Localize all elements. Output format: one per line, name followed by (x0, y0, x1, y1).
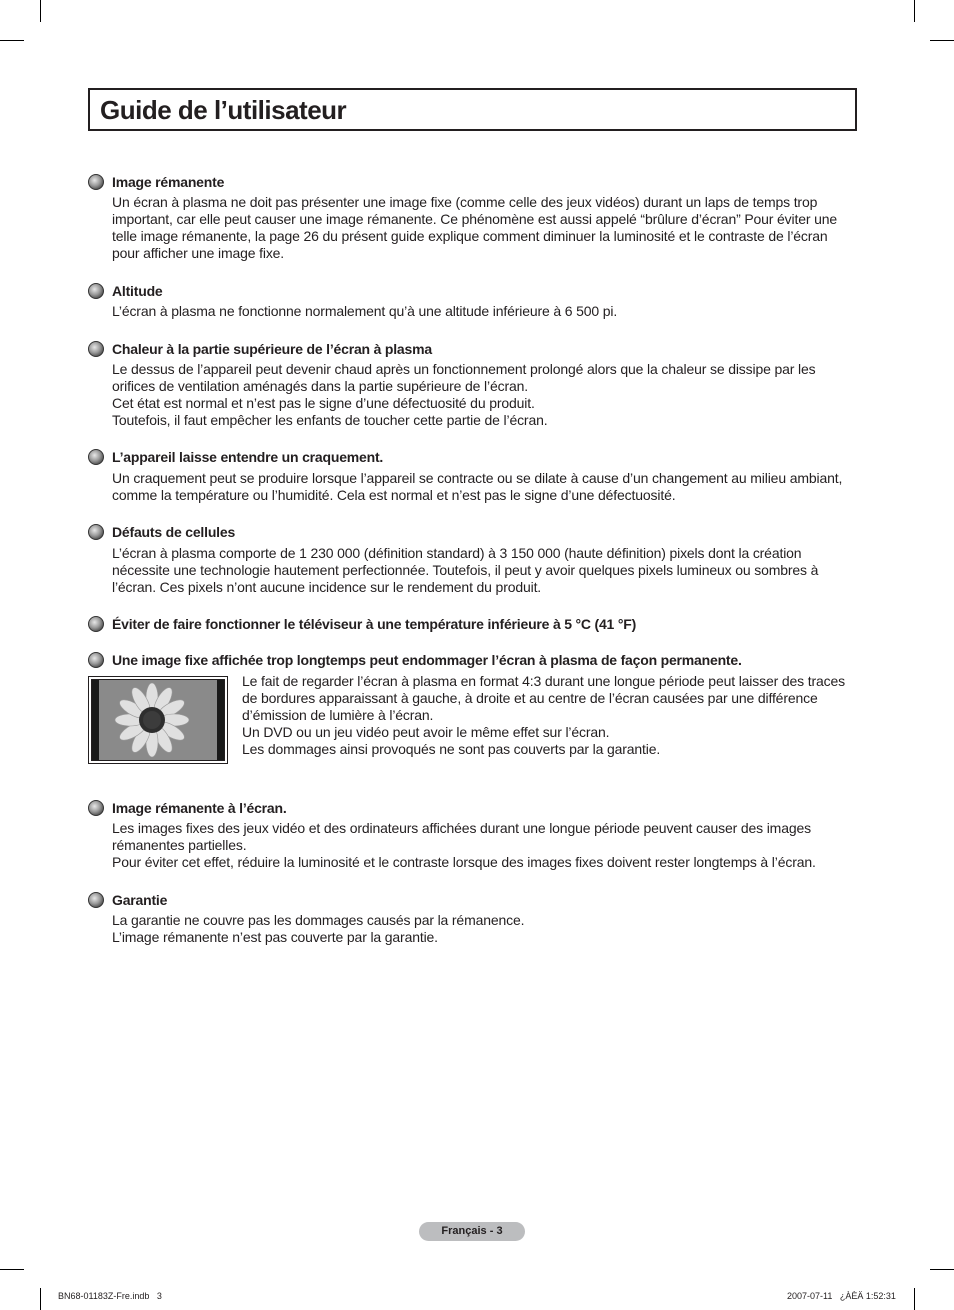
round-bullet-icon (88, 616, 104, 632)
crop-mark (40, 0, 41, 22)
print-slug-right: 2007-07-11 ¿ÀÈÄ 1:52:31 (787, 1291, 896, 1301)
section-body: Les images fixes des jeux vidéo et des ordinateurs affichées durant une longue période peuvent causer des images rémanentes partielles. Pour éviter cet effet, réduire la luminosité et le contraste lorsque des images fixes doivent rester longtemps à l’écran. (112, 820, 816, 870)
crop-mark (40, 1288, 41, 1310)
section-heading: Éviter de faire fonctionner le téléviseur à une température inférieure à 5 °C (41 °F) (112, 616, 637, 632)
section-heading: Image rémanente (112, 174, 225, 190)
round-bullet-icon (88, 449, 104, 465)
section-body: La garantie ne couvre pas les dommages causés par la rémanence. L’image rémanente n’est pas couverte par la garantie. (112, 912, 525, 945)
section-body: L’écran à plasma ne fonctionne normalement qu’à une altitude inférieure à 6 500 pi. (112, 303, 618, 319)
print-slug-left: BN68-01183Z-Fre.indb 3 (58, 1291, 162, 1301)
screen-illustration (88, 676, 228, 764)
crop-mark (0, 1269, 24, 1270)
section-heading: L’appareil laisse entendre un craquement. (112, 449, 384, 465)
round-bullet-icon (88, 283, 104, 299)
crop-mark (930, 40, 954, 41)
round-bullet-icon (88, 524, 104, 540)
crop-mark (930, 1269, 954, 1270)
section-body: Le fait de regarder l’écran à plasma en format 4:3 durant une longue période peut laisser des traces de bordures apparaissant à gauche, à droite et au centre de l’écran causées par une différence d’émission de lumière à l’écran. Un DVD ou un jeu vidéo peut avoir le même effet sur l’écran. Les dommages ainsi provoqués ne sont pas couverts par la garantie. (242, 673, 845, 757)
round-bullet-icon (88, 652, 104, 668)
section-heading: Une image fixe affichée trop longtemps peut endommager l’écran à plasma de façon permanente. (112, 652, 742, 668)
section-heading: Garantie (112, 892, 168, 908)
round-bullet-icon (88, 174, 104, 190)
sunflower-icon (92, 680, 224, 760)
page-title-box (88, 88, 857, 131)
round-bullet-icon (88, 800, 104, 816)
page-title: Guide de l’utilisateur (100, 95, 347, 125)
crop-mark (914, 0, 915, 22)
section-body: Un écran à plasma ne doit pas présenter une image fixe (comme celle des jeux vidéos) durant un laps de temps trop important, car elle peut causer une image rémanente. Ce phénomène est aussi appelé “brûlure d’écran” Pour éviter une telle image rémanente, la page 26 du présent guide explique comment diminuer la luminosité et le contraste de l’écran pour afficher une image fixe. (112, 194, 838, 261)
crop-mark (0, 40, 24, 41)
section-body: L’écran à plasma comporte de 1 230 000 (définition standard) à 3 150 000 (haute définition) pixels dont la création nécessite une technologie hautement perfectionnée. Toutefois, il peut y avoir quelques pixels lumineux ou sombres à l’écran. Ces pixels n’ont aucune incidence sur le rendement du produit. (112, 545, 819, 595)
sunflower-4-3-screen-image (91, 679, 225, 761)
section-heading: Altitude (112, 283, 163, 299)
crop-mark (914, 1288, 915, 1310)
section-body: Un craquement peut se produire lorsque l’appareil se contracte ou se dilate à cause d’un changement au milieu ambiant, comme la température ou l’humidité. Cela est normal et n’est pas le signe d’une défectuosité. (112, 470, 843, 503)
round-bullet-icon (88, 341, 104, 357)
round-bullet-icon (88, 892, 104, 908)
section-heading: Défauts de cellules (112, 524, 236, 540)
section-body: Le dessus de l’appareil peut devenir chaud après un fonctionnement prolongé alors que la chaleur se dissipe par les orifices de ventilation aménagés dans la partie supérieure de l’écran. Cet état est normal et n’est pas le signe d’une défectuosité du produit. Toutefois, il faut empêcher les enfants de toucher cette partie de l’écran. (112, 361, 816, 428)
section-heading: Image rémanente à l’écran. (112, 800, 287, 816)
section-heading: Chaleur à la partie supérieure de l’écran à plasma (112, 341, 432, 357)
page-number-badge: Français - 3 (419, 1222, 525, 1241)
